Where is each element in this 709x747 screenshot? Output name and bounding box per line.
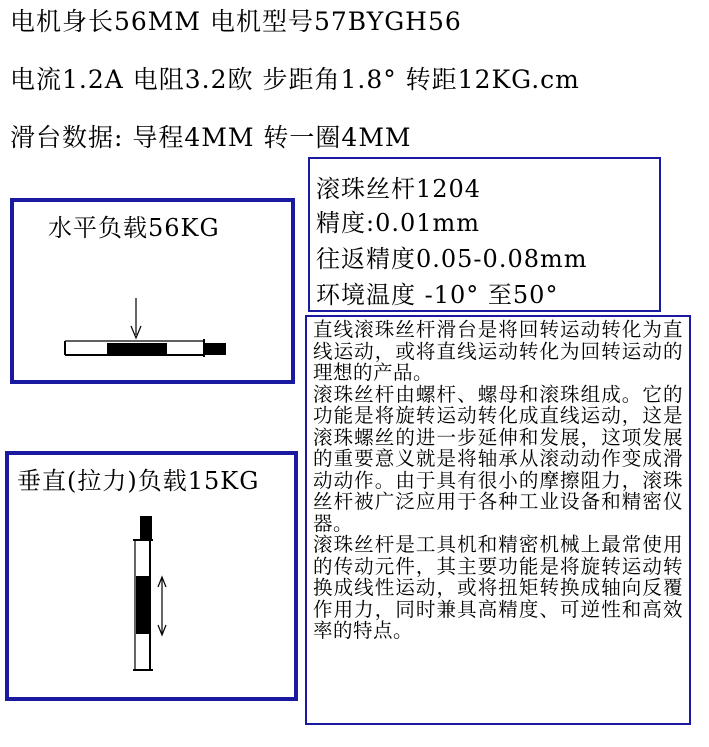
- header-line-3: 滑台数据: 导程4MM 转一圈4MM: [10, 123, 412, 152]
- description-paragraph-2: 滚珠丝杆由螺杆、螺母和滚珠组成。它的功能是将旋转运动转化成直线运动，这是滚珠螺丝的进一步延伸和发展，这项发展的重要意义就是将轴承从滚动动作变成滑动动作。由于具有很小的摩擦阻力，滚珠丝杆被广泛应用于各种工业设备和精密仪器。: [313, 382, 683, 535]
- horizontal-load-panel: [10, 198, 295, 384]
- header-line-1: 电机身长56MM 电机型号57BYGH56: [10, 7, 462, 36]
- description-paragraph-3: 滚珠丝杆是工具机和精密机械上最常使用的传动元件，其主要功能是将旋转运动转换成线性运动，或将扭矩转换成轴向反覆作用力，同时兼具高精度、可逆性和高效率的特点。: [313, 533, 683, 642]
- spec-line-4: 环境温度 -10° 至50°: [316, 281, 559, 309]
- spec-box: [308, 157, 661, 312]
- header-line-2: 电流1.2A 电阻3.2欧 步距角1.8° 转距12KG.cm: [10, 65, 580, 94]
- horizontal-load-title: 水平负载56KG: [48, 214, 220, 242]
- spec-line-2: 精度:0.01mm: [316, 209, 481, 237]
- slide-carriage-vertical: [136, 576, 151, 634]
- motor-block-vertical: [140, 516, 152, 540]
- vertical-load-panel: [5, 451, 298, 701]
- slide-carriage: [107, 343, 167, 356]
- description-paragraph-1: 直线滚珠丝杆滑台是将回转运动转化为直线运动，或将直线运动转化为回转运动的理想的产品。: [313, 318, 683, 384]
- spec-line-3: 往返精度0.05-0.08mm: [316, 245, 588, 273]
- vertical-load-title: 垂直(拉力)负载15KG: [17, 467, 260, 495]
- spec-line-1: 滚珠丝杆1204: [316, 175, 482, 203]
- horizontal-slide-diagram: [14, 202, 291, 380]
- description-box: [305, 315, 691, 725]
- motor-block: [204, 343, 226, 355]
- vertical-slide-diagram: [9, 455, 294, 697]
